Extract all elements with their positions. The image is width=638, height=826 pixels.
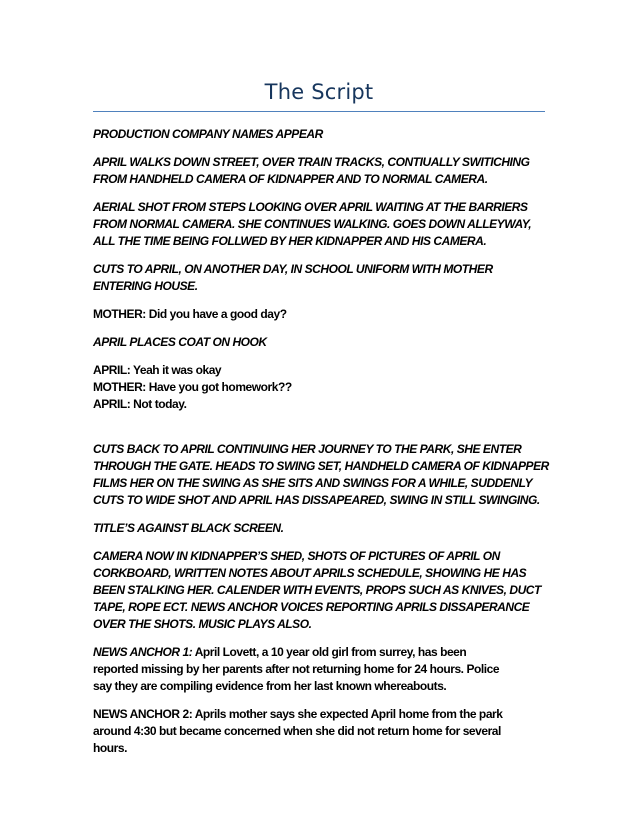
script-body [93,126,549,768]
script-line: APRIL PLACES COAT ON HOOK [93,335,267,349]
script-paragraph [93,154,545,188]
script-line: FROM HANDHELD CAMERA OF KIDNAPPER AND TO NORMAL CAMERA. [93,172,488,186]
dialogue-line: hours. [93,741,127,755]
document-title: The Script [264,80,374,104]
dialogue-line: APRIL: Not today. [93,397,187,411]
script-line: PRODUCTION COMPANY NAMES APPEAR [93,127,323,141]
dialogue-line: NEWS ANCHOR 2: Aprils mother says she expected April home from the park [93,707,503,721]
script-paragraph [93,334,545,351]
dialogue-paragraph [93,362,545,413]
dialogue-line: around 4:30 but became concerned when she did not return home for several [93,724,501,738]
script-paragraph [93,548,545,633]
dialogue-line: reported missing by her parents after not returning home for 24 hours. Police [93,662,500,676]
script-paragraph [93,441,549,509]
speaker-label: NEWS ANCHOR 1: [93,645,193,659]
dialogue-line [93,644,545,661]
script-line: CUTS TO WIDE SHOT AND APRIL HAS DISSAPEARED, SWING IN STILL SWINGING. [93,493,540,507]
script-line: ALL THE TIME BEING FOLLWED BY HER KIDNAPPER AND HIS CAMERA. [93,234,487,248]
script-line: AERIAL SHOT FROM STEPS LOOKING OVER APRIL WAITING AT THE BARRIERS [93,200,528,214]
dialogue-paragraph [93,706,545,757]
script-line: CUTS BACK TO APRIL CONTINUING HER JOURNEY TO THE PARK, SHE ENTER [93,442,522,456]
script-line: BEEN STALKING HER. CALENDER WITH EVENTS, PROPS SUCH AS KNIVES, DUCT [93,583,541,597]
script-line: THROUGH THE GATE. HEADS TO SWING SET, HANDHELD CAMERA OF KIDNAPPER [93,459,549,473]
script-paragraph [93,520,545,537]
script-paragraph [93,126,545,143]
script-line: CORKBOARD, WRITTEN NOTES ABOUT APRILS SCHEDULE, SHOWING HE HAS [93,566,527,580]
script-line: TAPE, ROPE ECT. NEWS ANCHOR VOICES REPORTING APRILS DISSAPERANCE [93,600,530,614]
script-paragraph [93,199,545,250]
script-line: CAMERA NOW IN KIDNAPPER’S SHED, SHOTS OF PICTURES OF APRIL ON [93,549,500,563]
dialogue-line: MOTHER: Did you have a good day? [93,307,287,321]
dialogue-paragraph [93,644,545,695]
script-line: APRIL WALKS DOWN STREET, OVER TRAIN TRACKS, CONTIUALLY SWITICHING [93,155,530,169]
dialogue-text: April Lovett, a 10 year old girl from surrey, has been [192,645,467,659]
script-line: TITLE’S AGAINST BLACK SCREEN. [93,521,284,535]
script-line: CUTS TO APRIL, ON ANOTHER DAY, IN SCHOOL UNIFORM WITH MOTHER [93,262,493,276]
dialogue-line: MOTHER: Have you got homework?? [93,380,292,394]
blank-line [93,424,545,441]
script-paragraph [93,261,545,295]
script-line: ENTERING HOUSE. [93,279,198,293]
script-line: OVER THE SHOTS. MUSIC PLAYS ALSO. [93,617,312,631]
dialogue-paragraph [93,306,545,323]
dialogue-line: say they are compiling evidence from her last known whereabouts. [93,679,447,693]
script-line: FROM NORMAL CAMERA. SHE CONTINUES WALKING. GOES DOWN ALLEYWAY, [93,217,532,231]
title-underline [93,111,545,112]
dialogue-line: APRIL: Yeah it was okay [93,363,222,377]
script-line: FILMS HER ON THE SWING AS SHE SITS AND SWINGS FOR A WHILE, SUDDENLY [93,476,533,490]
